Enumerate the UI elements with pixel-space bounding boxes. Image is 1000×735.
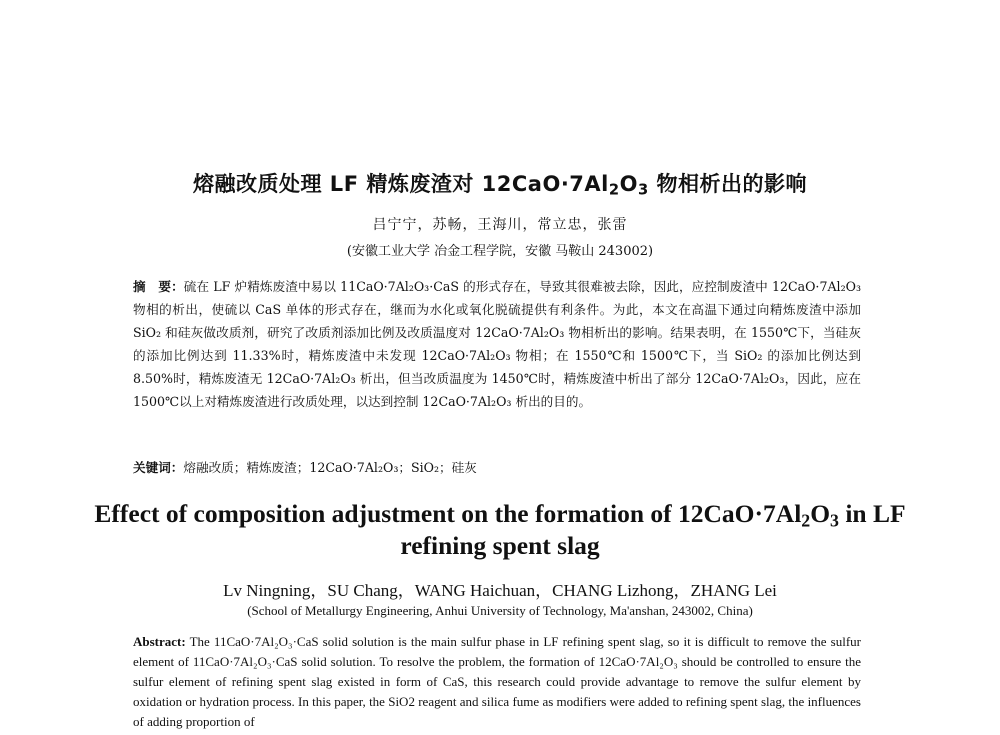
- chinese-title: 熔融改质处理 LF 精炼废渣对 $12CaO\cdot 7Al_2O_3$ 物相析出的影响: [193, 172, 807, 199]
- english-abstract-label: Abstract:: [133, 634, 186, 649]
- chinese-abstract: [133, 275, 861, 413]
- english-abstract: [133, 632, 861, 732]
- chinese-keywords-label: 关键词：: [133, 460, 184, 475]
- english-abstract-text: The 11CaO·7Al₂O₃·CaS solid solution is the main sulfur phase in LF refining spent slag, so it is difficult to remove the sulfur element of 11CaO·7Al₂O₃·CaS solid solution. To resolve the problem, the formation of 12CaO·7Al₂O₃ should be controlled to ensure the sulfur element of refining spent slag existed in form of CaS, this research could provide advantage to remove the sulfur element by oxidation or hydration process. In this paper, the SiO2 reagent and silica fume as modifiers were added to refining spent slag, the influences of adding proportion of: [133, 634, 861, 729]
- chinese-abstract-label: 摘 要：: [133, 279, 184, 294]
- english-authors: Lv Ningning，SU Chang，WANG Haichuan，CHANG Lizhong，ZHANG Lei: [223, 581, 777, 600]
- chinese-keywords-text: 熔融改质；精炼废渣；12CaO·7Al₂O₃；SiO₂；硅灰: [183, 460, 477, 475]
- chinese-authors: 吕宁宁，苏畅，王海川，常立忠，张雷: [372, 217, 628, 233]
- english-title: Effect of composition adjustment on the formation of $12CaO\cdot 7Al_2O_3$ in LF refining spent slag: [94, 499, 906, 560]
- english-affiliation: (School of Metallurgy Engineering, Anhui University of Technology, Ma'anshan, 243002, China): [247, 603, 753, 618]
- chinese-affiliation: (安徽工业大学 冶金工程学院，安徽 马鞍山 243002): [346, 244, 654, 259]
- chinese-keywords: [133, 457, 861, 476]
- chinese-abstract-text: 硫在 LF 炉精炼废渣中易以 11CaO·7Al₂O₃·CaS 的形式存在，导致其很难被去除，因此，应控制废渣中 12CaO·7Al₂O₃ 物相的析出，使硫以 CaS 单体的形式存在，继而为水化或氧化脱硫提供有利条件。为此，本文在高温下通过向精炼废渣中添加 SiO₂ 和硅灰做改质剂，研究了改质剂添加比例及改质温度对 12CaO·7Al₂O₃ 物相析出的影响。结果表明，在 1550℃下，当硅灰的添加比例达到 11.33%时，精炼废渣中未发现 12CaO·7Al₂O₃ 物相；在 1550℃和 1500℃下，当 SiO₂ 的添加比例达到 8.50%时，精炼废渣无 12CaO·7Al₂O₃ 析出，但当改质温度为 1450℃时，精炼废渣中析出了部分 12CaO·7Al₂O₃，因此，应在 1500℃以上对精炼废渣进行改质处理，以达到控制 12CaO·7Al₂O₃ 析出的目的。: [133, 279, 861, 409]
